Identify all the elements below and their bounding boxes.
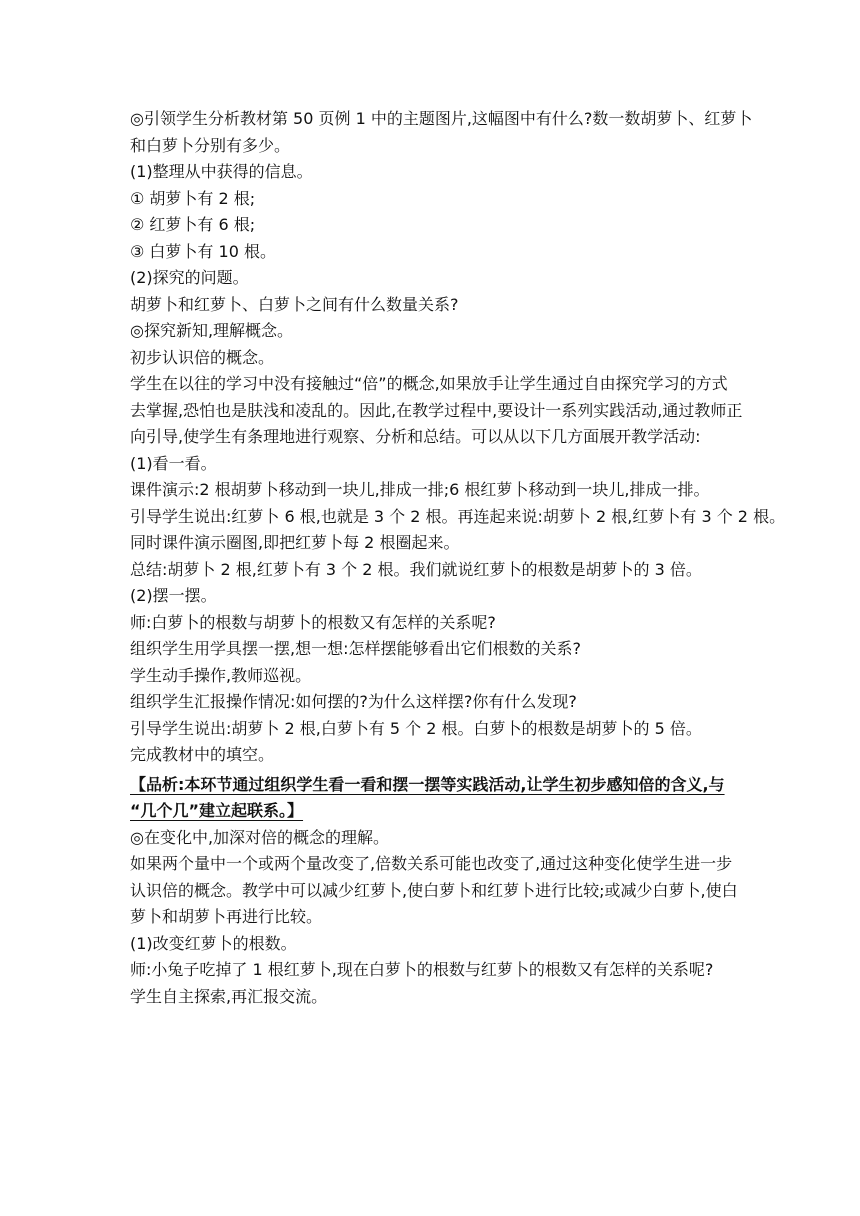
section-heading: (1)整理从中获得的信息。 [130,162,313,181]
commentary-line: “几个几”建立起联系。】 [130,801,304,820]
paragraph-line: 和白萝卜分别有多少。 [130,135,291,155]
list-item: ③ 白萝卜有 10 根。 [130,241,276,261]
paragraph-line: 胡萝卜和红萝卜、白萝卜之间有什么数量关系? [130,294,459,314]
document-page [130,106,786,1010]
paragraph-line: 学生自主探索,再汇报交流。 [130,986,328,1006]
section-heading: (2)探究的问题。 [130,268,249,287]
paragraph-line: 课件演示:2 根胡萝卜移动到一块儿,排成一排;6 根红萝卜移动到一块儿,排成一排。 [130,480,710,499]
section-heading: ◎探究新知,理解概念。 [130,321,294,340]
paragraph-line: 学生在以往的学习中没有接触过“倍”的概念,如果放手让学生通过自由探究学习的方式 [130,374,728,393]
paragraph-line: 学生动手操作,教师巡视。 [130,665,312,685]
section-heading: (1)改变红萝卜的根数。 [130,933,297,953]
list-item: ① 胡萝卜有 2 根; [130,188,256,208]
paragraph-line: 同时课件演示圈图,即把红萝卜每 2 根圈起来。 [130,533,460,552]
paragraph-line: 认识倍的概念。教学中可以减少红萝卜,使白萝卜和红萝卜进行比较;或减少白萝卜,使白 [130,880,738,900]
paragraph-line: 如果两个量中一个或两个量改变了,倍数关系可能也改变了,通过这种变化使学生进一步 [130,854,733,873]
paragraph-line: 组织学生汇报操作情况:如何摆的?为什么这样摆?你有什么发现? [130,692,577,711]
paragraph-line: 向引导,使学生有条理地进行观察、分析和总结。可以从以下几方面展开教学活动: [130,427,701,446]
paragraph-line: 去掌握,恐怕也是肤浅和凌乱的。因此,在教学过程中,要设计一系列实践活动,通过教师正 [130,400,743,420]
paragraph-line: 引导学生说出:红萝卜 6 根,也就是 3 个 2 根。再连起来说:胡萝卜 2 根,红萝卜有 3 个 2 根。 [130,506,786,526]
commentary-line: 【品析:本环节通过组织学生看一看和摆一摆等实践活动,让学生初步感知倍的含义,与 [130,774,725,794]
paragraph-line: 初步认识倍的概念。 [130,347,275,367]
paragraph-line: 组织学生用学具摆一摆,想一想:怎样摆能够看出它们根数的关系? [130,639,581,658]
section-heading: (2)摆一摆。 [130,586,217,605]
paragraph-line: 师:白萝卜的根数与胡萝卜的根数又有怎样的关系呢? [130,612,496,632]
section-heading: (1)看一看。 [130,453,217,473]
list-item: ② 红萝卜有 6 根; [130,215,256,234]
paragraph-line: ◎引领学生分析教材第 50 页例 1 中的主题图片,这幅图中有什么?数一数胡萝卜、红萝卜 [130,109,753,128]
paragraph-line: 总结:胡萝卜 2 根,红萝卜有 3 个 2 根。我们就说红萝卜的根数是胡萝卜的 3 倍。 [130,559,702,579]
paragraph-line: 完成教材中的填空。 [130,745,275,764]
paragraph-line: 引导学生说出:胡萝卜 2 根,白萝卜有 5 个 2 根。白萝卜的根数是胡萝卜的 5 倍。 [130,718,702,738]
paragraph-line: 萝卜和胡萝卜再进行比较。 [130,907,323,926]
section-heading: ◎在变化中,加深对倍的概念的理解。 [130,827,390,847]
paragraph-line: 师:小兔子吃掉了 1 根红萝卜,现在白萝卜的根数与红萝卜的根数又有怎样的关系呢? [130,960,714,979]
